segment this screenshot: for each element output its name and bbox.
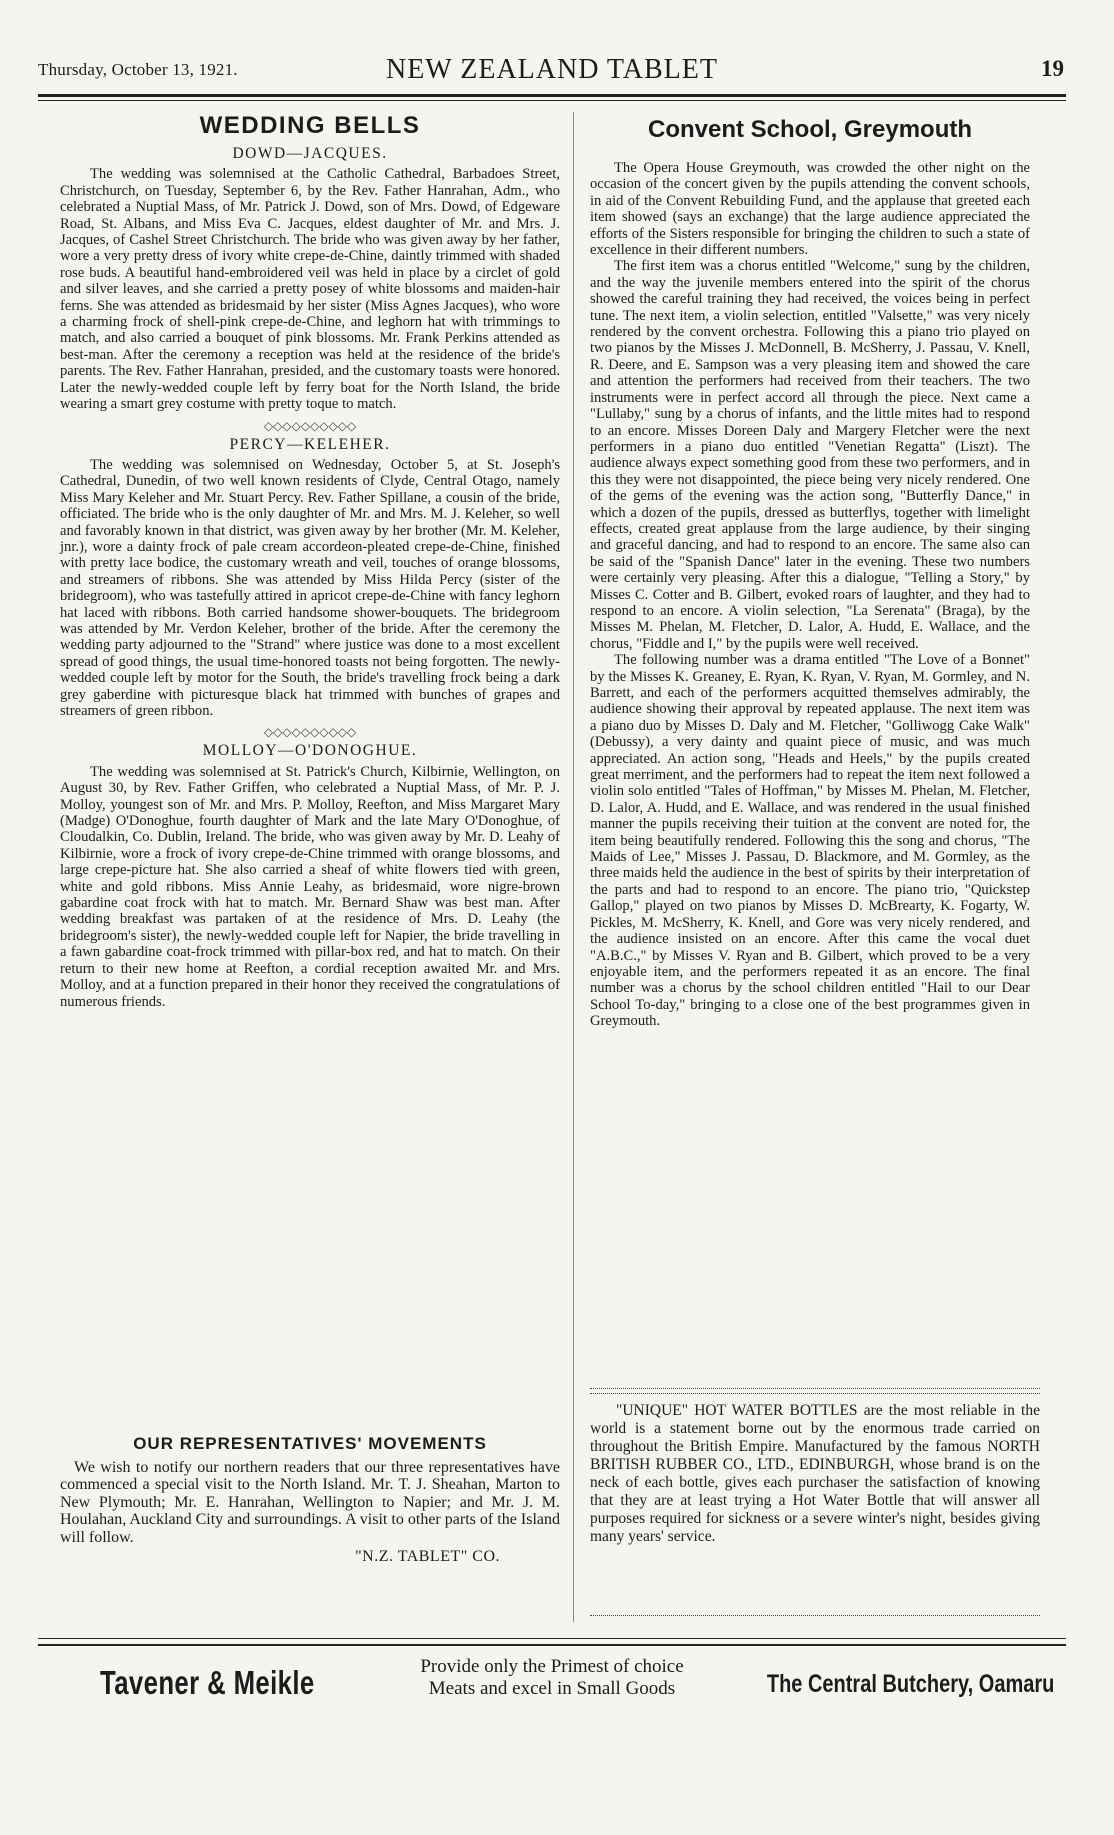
representatives-notice <box>60 1435 560 1566</box>
hot-water-bottle-advert <box>590 1402 1040 1546</box>
butchery-advert <box>60 1656 1054 1726</box>
newspaper-title: NEW ZEALAND TABLET <box>385 54 718 85</box>
wedding-heading: PERCY—KELEHER. <box>229 435 391 453</box>
representatives-heading: OUR REPRESENTATIVES' MOVEMENTS <box>133 1434 487 1453</box>
convent-paragraph: The first item was a chorus entitled "Welcome," sung by the children, and the way the juvenile members entered into the spirit of the chorus showed the careful training they had received, the voices being in perfect tune. The next item, a violin selection, entitled "Valsette," was very nicely rendered by the convent orchestra. Following this a piano trio played on two pianos by the Misses J. McDonnell, B. McSherry, J. Passau, V. Knell, R. Deere, and E. Sampson was a very pleasing item and showed the care and attention the performers had received from their teachers. The two instruments were in perfect accord all through the piece. Next came a "Lullaby," sung by a chorus of infants, and the little mites had to respond to an encore. Misses Doreen Daly and Margery Fletcher were the next performers in a piano duo entitled "Venetian Regatta" (Liszt). The audience always expect something good from these two performers, and in this they were not disappointed, the piece being very nicely rendered. One of the gems of the evening was the action song, "Butterfly Dance," in which a dozen of the pupils, dressed as butterflys, together with limelight effects, created great applause from the large audience, by their singing and graceful dancing, and had to respond to an encore. The same also can be said of the "Spanish Dance" later in the evening. These two numbers were certainly very pleasing. After this a dialogue, "Telling a Story," by Misses C. Cotter and B. Gilbert, evoked roars of laughter, and they had to respond to an encore. A violin selection, "La Serenata" (Braga), by the Misses M. Phelan, M. Fletcher, D. Lalor, A. Hudd, E. Wallace, and the chorus, "Fiddle and I," by the pupils were well received. <box>590 258 1030 652</box>
wedding-heading: DOWD—JACQUES. <box>232 145 388 162</box>
advertiser-business: The Central Butchery, Oamaru <box>766 1670 1054 1698</box>
tagline-line: Meats and excel in Small Goods <box>428 1678 676 1699</box>
advertiser-name: Tavener & Meikle <box>100 1664 315 1701</box>
advert-rule <box>590 1388 1040 1389</box>
masthead-rule-thin <box>38 100 1066 101</box>
convent-paragraph: The Opera House Greymouth, was crowded the other night on the occasion of the concert given by the pupils attending the convent schools, in aid of the Convent Rebuilding Fund, and the applause that greeted each item showed (says an exchange) that the large audience appreciated the efforts of the Sisters responsible for bringing the children to such a state of excellence in their different numbers. <box>590 160 1030 259</box>
advert-body: "UNIQUE" HOT WATER BOTTLES are the most reliable in the world is a statement borne out by the enormous trade carried on throughout the British Empire. Manufactured by the famous NORTH BRITISH RUBBER CO., LTD., EDINBURGH, whose brand is on the neck of each bottle, gives each purchaser the satisfaction of knowing that they are at least trying a Hot Water Bottle that will answer all purposes required for sickness or a severe winter's night, besides giving many years' service. <box>590 1402 1040 1545</box>
wedding-bells-column <box>60 112 560 1010</box>
wedding-article: The wedding was solemnised on Wednesday, October 5, at St. Joseph's Cathedral, Dunedin, of two well known residents of Clyde, Central Otago, namely Miss Mary Keleher and Mr. Stuart Percy. Rev. Father Spillane, a cousin of the bride, officiated. The bride who is the only daughter of Mr. and Mrs. M. J. Keleher, so well and favorably known in that district, was given away by her brother (Mr. M. Keleher, jnr.), wore a dainty frock of pale cream accordeon-pleated crepe-de-Chine, finished with pretty lace bodice, the customary wreath and veil, touches of orange blossoms, and streamers of ribbons. She was attended by Miss Hilda Percy (sister of the bridegroom), who was tastefully attired in apricot crepe-de-Chine with fancy leghorn hat laced with ribbons. Both carried handsome shower-bouquets. The bridegroom was attended by Mr. Verdon Keleher, brother of the bride. After the ceremony the wedding party adjourned to the "Strand" where justice was done to a most excellent spread of good things, the usual time-honored toasts not being forgotten. The newly-wedded couple left by motor for the South, the bride's travelling frock being a dark grey gaberdine with picturesque black hat trimmed with bunches of grapes and streamers of green ribbon. <box>60 456 560 719</box>
ornament-divider: ◇◇◇◇◇◇◇◇◇◇ <box>263 725 357 740</box>
advert-rule <box>590 1393 1040 1394</box>
masthead-rule <box>38 94 1066 97</box>
convent-heading: Convent School, Greymouth <box>647 116 973 143</box>
advert-tagline <box>392 1656 712 1700</box>
representatives-body: We wish to notify our northern readers that our three representatives have commenced a special visit to the North Island. Mr. T. J. Sheahan, Marton to New Plymouth; Mr. E. Hanrahan, Wellington to Napier; and Mr. J. M. Houlahan, Auckland City and surroundings. A visit to other parts of the Island will follow. <box>60 1458 560 1546</box>
representatives-signature: "N.Z. TABLET" CO. <box>355 1548 500 1565</box>
wedding-bells-heading: WEDDING BELLS <box>199 112 421 139</box>
issue-date: Thursday, October 13, 1921. <box>38 60 238 79</box>
convent-paragraph: The following number was a drama entitled "The Love of a Bonnet" by the Misses K. Greaney, E. Ryan, K. Ryan, V. Ryan, M. Gormley, and N. Barrett, and each of the performers acquitted themselves admirably, the audience showing their approval by repeated applause. The next item was a piano duo by Misses D. Daly and M. Fletcher, "Golliwogg Cake Walk" (Debussy), a very dainty and quaint piece of music, and was much appreciated. An action song, "Heads and Heels," by the pupils created great merriment, and the performers had to repeat the item next followed a violin solo entitled "Tales of Hoffman," by Misses M. Phelan, M. Fletcher, D. Lalor, A. Hudd, and E. Wallace, and was rendered in the usual finished manner the pupils receiving their tuition at the convent are noted for, the item being beautifully rendered. Following this the song and chorus, "The Maids of Lee," Misses J. Passau, D. Blackmore, and M. Gormley, as the three maids held the audience in the best of spirits by their interpretation of the parts and had to respond to an encore. The piano trio, "Quickstep Gallop," played on two pianos by Misses D. McBrearty, K. Fogarty, W. Pickles, M. McSherry, K. Knell, and Gore was very nicely rendered, and the audience insisted on an encore. After this came the vocal duet "A.B.C.," by Misses V. Ryan and B. Gilbert, which proved to be a very enjoyable item, and the performers repeated it as an encore. The final number was a chorus by the school children entitled "Hail to our Dear School To-day," bringing to a close one of the best programmes given in Greymouth. <box>590 652 1030 1030</box>
tagline-line: Provide only the Primest of choice <box>420 1656 684 1677</box>
wedding-heading: MOLLOY—O'DONOGHUE. <box>202 742 418 760</box>
column-divider <box>573 112 574 1622</box>
advert-rule <box>590 1615 1040 1616</box>
wedding-article: The wedding was solemnised at St. Patrick's Church, Kilbirnie, Wellington, on August 30, by Rev. Father Griffen, who celebrated a Nuptial Mass, of Mr. P. J. Molloy, youngest son of Mr. and Mrs. P. Molloy, Reefton, and Miss Margaret Mary (Madge) O'Donoghue, fourth daughter of Mark and the late Mary O'Donoghue, of Cloudalkin, Co. Dublin, Ireland. The bride, who was given away by Mr. D. Leahy of Kilbirnie, wore a frock of ivory crepe-de-Chine trimmed with orange blossoms, and large crepe-picture hat. She also carried a sheaf of white flowers tied with green, white and gold ribbons. Miss Annie Leahy, as bridesmaid, wore nigre-brown gabardine coat frock with hat to match. Mr. Bernard Shaw was best man. After wedding breakfast was partaken of at the residence of Mrs. D. Leahy (the bridegroom's sister), the newly-wedded couple left for Napier, the bride travelling in a fawn gabardine coat-frock trimmed with pillar-box red, and hat to match. On their return to their new home at Reefton, a cordial reception awaited Mr. and Mrs. Molloy, and at a function prepared in their honor they received the congratulations of numerous friends. <box>60 763 560 1010</box>
masthead <box>38 52 1066 92</box>
page-number: 19 <box>1041 56 1064 81</box>
convent-column <box>590 116 1030 1030</box>
ornament-divider: ◇◇◇◇◇◇◇◇◇◇ <box>263 418 357 433</box>
wedding-article: The wedding was solemnised at the Catholic Cathedral, Barbadoes Street, Christchurch, on Tuesday, September 6, by the Rev. Father Hanrahan, Adm., who celebrated a Nuptial Mass, of Mr. Patrick J. Dowd, son of Mrs. Dowd, of Edgeware Road, St. Albans, and Miss Eva C. Jacques, eldest daughter of Mr. and Mrs. J. Jacques, of Cashel Street Christchurch. The bride who was given away by her father, wore a very pretty dress of ivory white crepe-de-Chine, daintly trimmed with shaded rose buds. A beautiful hand-embroidered veil was held in place by a circlet of gold and silver leaves, and she carried a pretty posey of white blossoms and maiden-hair ferns. She was attended as bridesmaid by her sister (Miss Agnes Jacques), who wore a charming frock of shell-pink crepe-de-Chine, and leghorn hat with trimmings to match, and also carried a bouquet of pink blossoms. Mr. Frank Perkins attended as best-man. After the ceremony a reception was held at the residence of the bride's parents. The Rev. Father Hanrahan, presided, and the customary toasts were honored. Later the newly-wedded couple left by ferry boat for the North Island, the bride wearing a smart grey costume with pretty toque to match. <box>60 166 560 413</box>
footer-rule <box>38 1644 1066 1646</box>
footer-rule <box>38 1638 1066 1639</box>
